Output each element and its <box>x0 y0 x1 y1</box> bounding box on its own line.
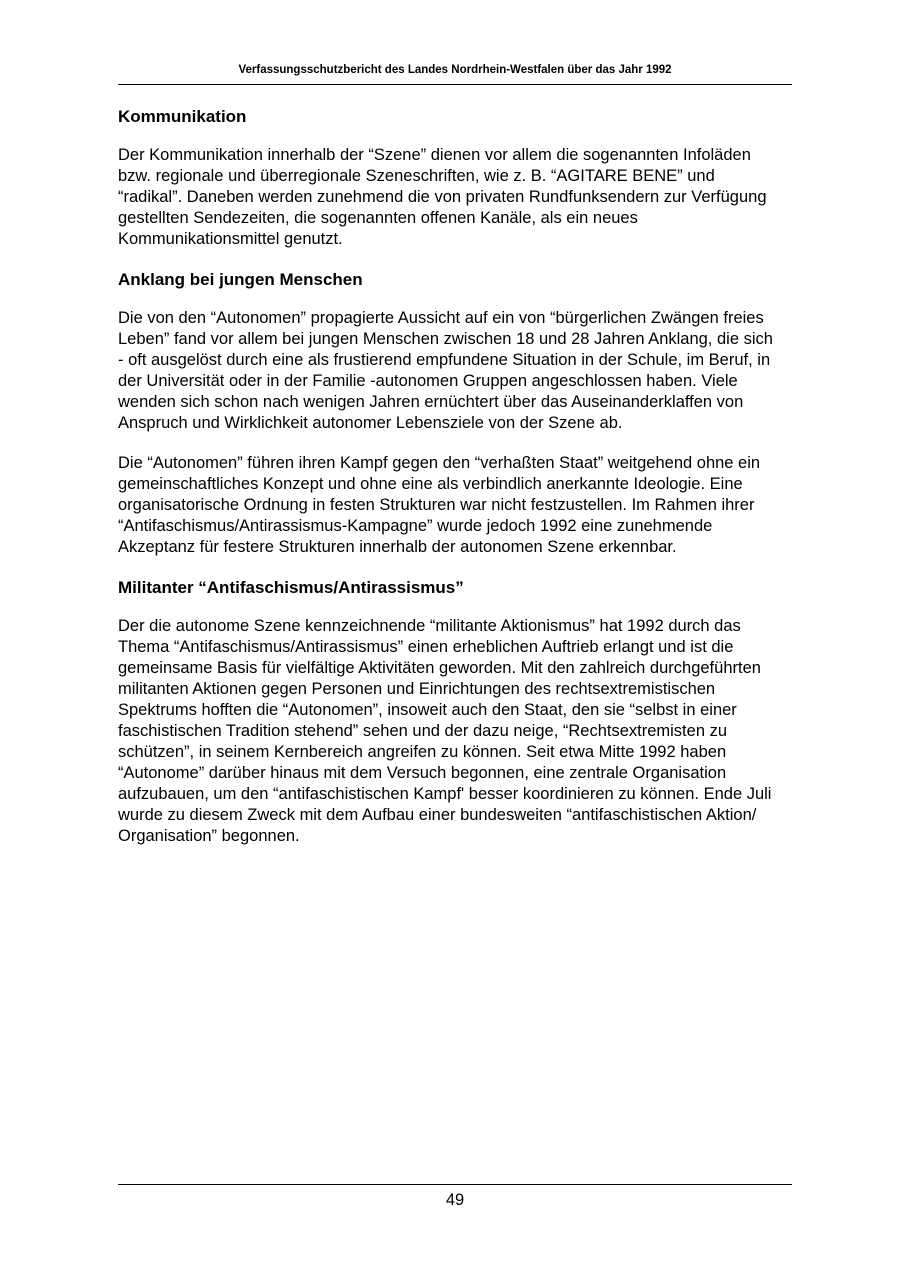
paragraph: Die “Autonomen” führen ihren Kampf gegen den “verhaßten Staat” weitgehend ohne ein gemeinschaftliches Konzept und ohne eine als verbindlich anerkannte Ideologie. Eine organisatorische Ordnung in festen Strukturen war nicht festzustellen. Im Rahmen ihrer “Antifaschismus/Antirassismus-Kampagne” wurde jedoch 1992 eine zunehmende Akzeptanz für festere Strukturen innerhalb der autonomen Szene erkennbar. <box>118 454 761 556</box>
header-divider <box>118 84 792 85</box>
page-number: 49 <box>445 1191 465 1209</box>
footer-divider <box>118 1184 792 1185</box>
page-body <box>118 106 782 866</box>
section-heading-kommunikation: Kommunikation <box>118 107 247 126</box>
running-header: Verfassungsschutzbericht des Landes Nordrhein-Westfalen über das Jahr 1992 <box>238 64 672 76</box>
paragraph: Der die autonome Szene kennzeichnende “militante Aktionismus” hat 1992 durch das Thema “Antifaschismus/Antirassismus” einen erheblichen Auftrieb erlangt und ist die gemeinsame Basis für vielfältige Aktivitäten geworden. Mit den zahlreich durchgeführten militanten Aktionen gegen Personen und Einrichtungen des rechtsextremistischen Spektrums hofften die “Autonomen”, insoweit auch den Staat, den sie “selbst in einer faschistischen Tradition stehend” sehen und der dazu neige, “Rechtsextremisten zu schützen”, in seinem Kernbereich angreifen zu können. Seit etwa Mitte 1992 haben “Autonome” darüber hinaus mit dem Versuch begonnen, eine zentrale Organisation aufzubauen, um den “antifaschistischen Kampf' besser koordinieren zu können. Ende Juli wurde zu diesem Zweck mit dem Aufbau einer bundesweiten “antifaschistischen Aktion/ Organisation” begonnen. <box>118 617 772 845</box>
paragraph: Die von den “Autonomen” propagierte Aussicht auf ein von “bürgerlichen Zwängen freies Leben” fand vor allem bei jungen Menschen zwischen 18 und 28 Jahren Anklang, die sich - oft ausgelöst durch eine als frustierend empfundene Situation in der Schule, im Beruf, in der Universität oder in der Familie -autonomen Gruppen angeschlossen haben. Viele wenden sich schon nach wenigen Jahren ernüchtert über das Auseinanderklaffen von Anspruch und Wirklichkeit autonomer Lebensziele von der Szene ab. <box>118 309 773 432</box>
section-heading-militanter: Militanter “Antifaschismus/Antirassismus” <box>118 578 464 597</box>
section-heading-anklang: Anklang bei jungen Menschen <box>118 270 363 289</box>
paragraph: Der Kommunikation innerhalb der “Szene” dienen vor allem die sogenannten Infoläden bzw. regionale und überregionale Szeneschriften, wie z. B. “AGITARE BENE” und “radikal”. Daneben werden zunehmend die von privaten Rundfunksendern zur Verfügung gestellten Sendezeiten, die sogenannten offenen Kanäle, als ein neues Kommunikationsmittel genutzt. <box>118 146 767 248</box>
